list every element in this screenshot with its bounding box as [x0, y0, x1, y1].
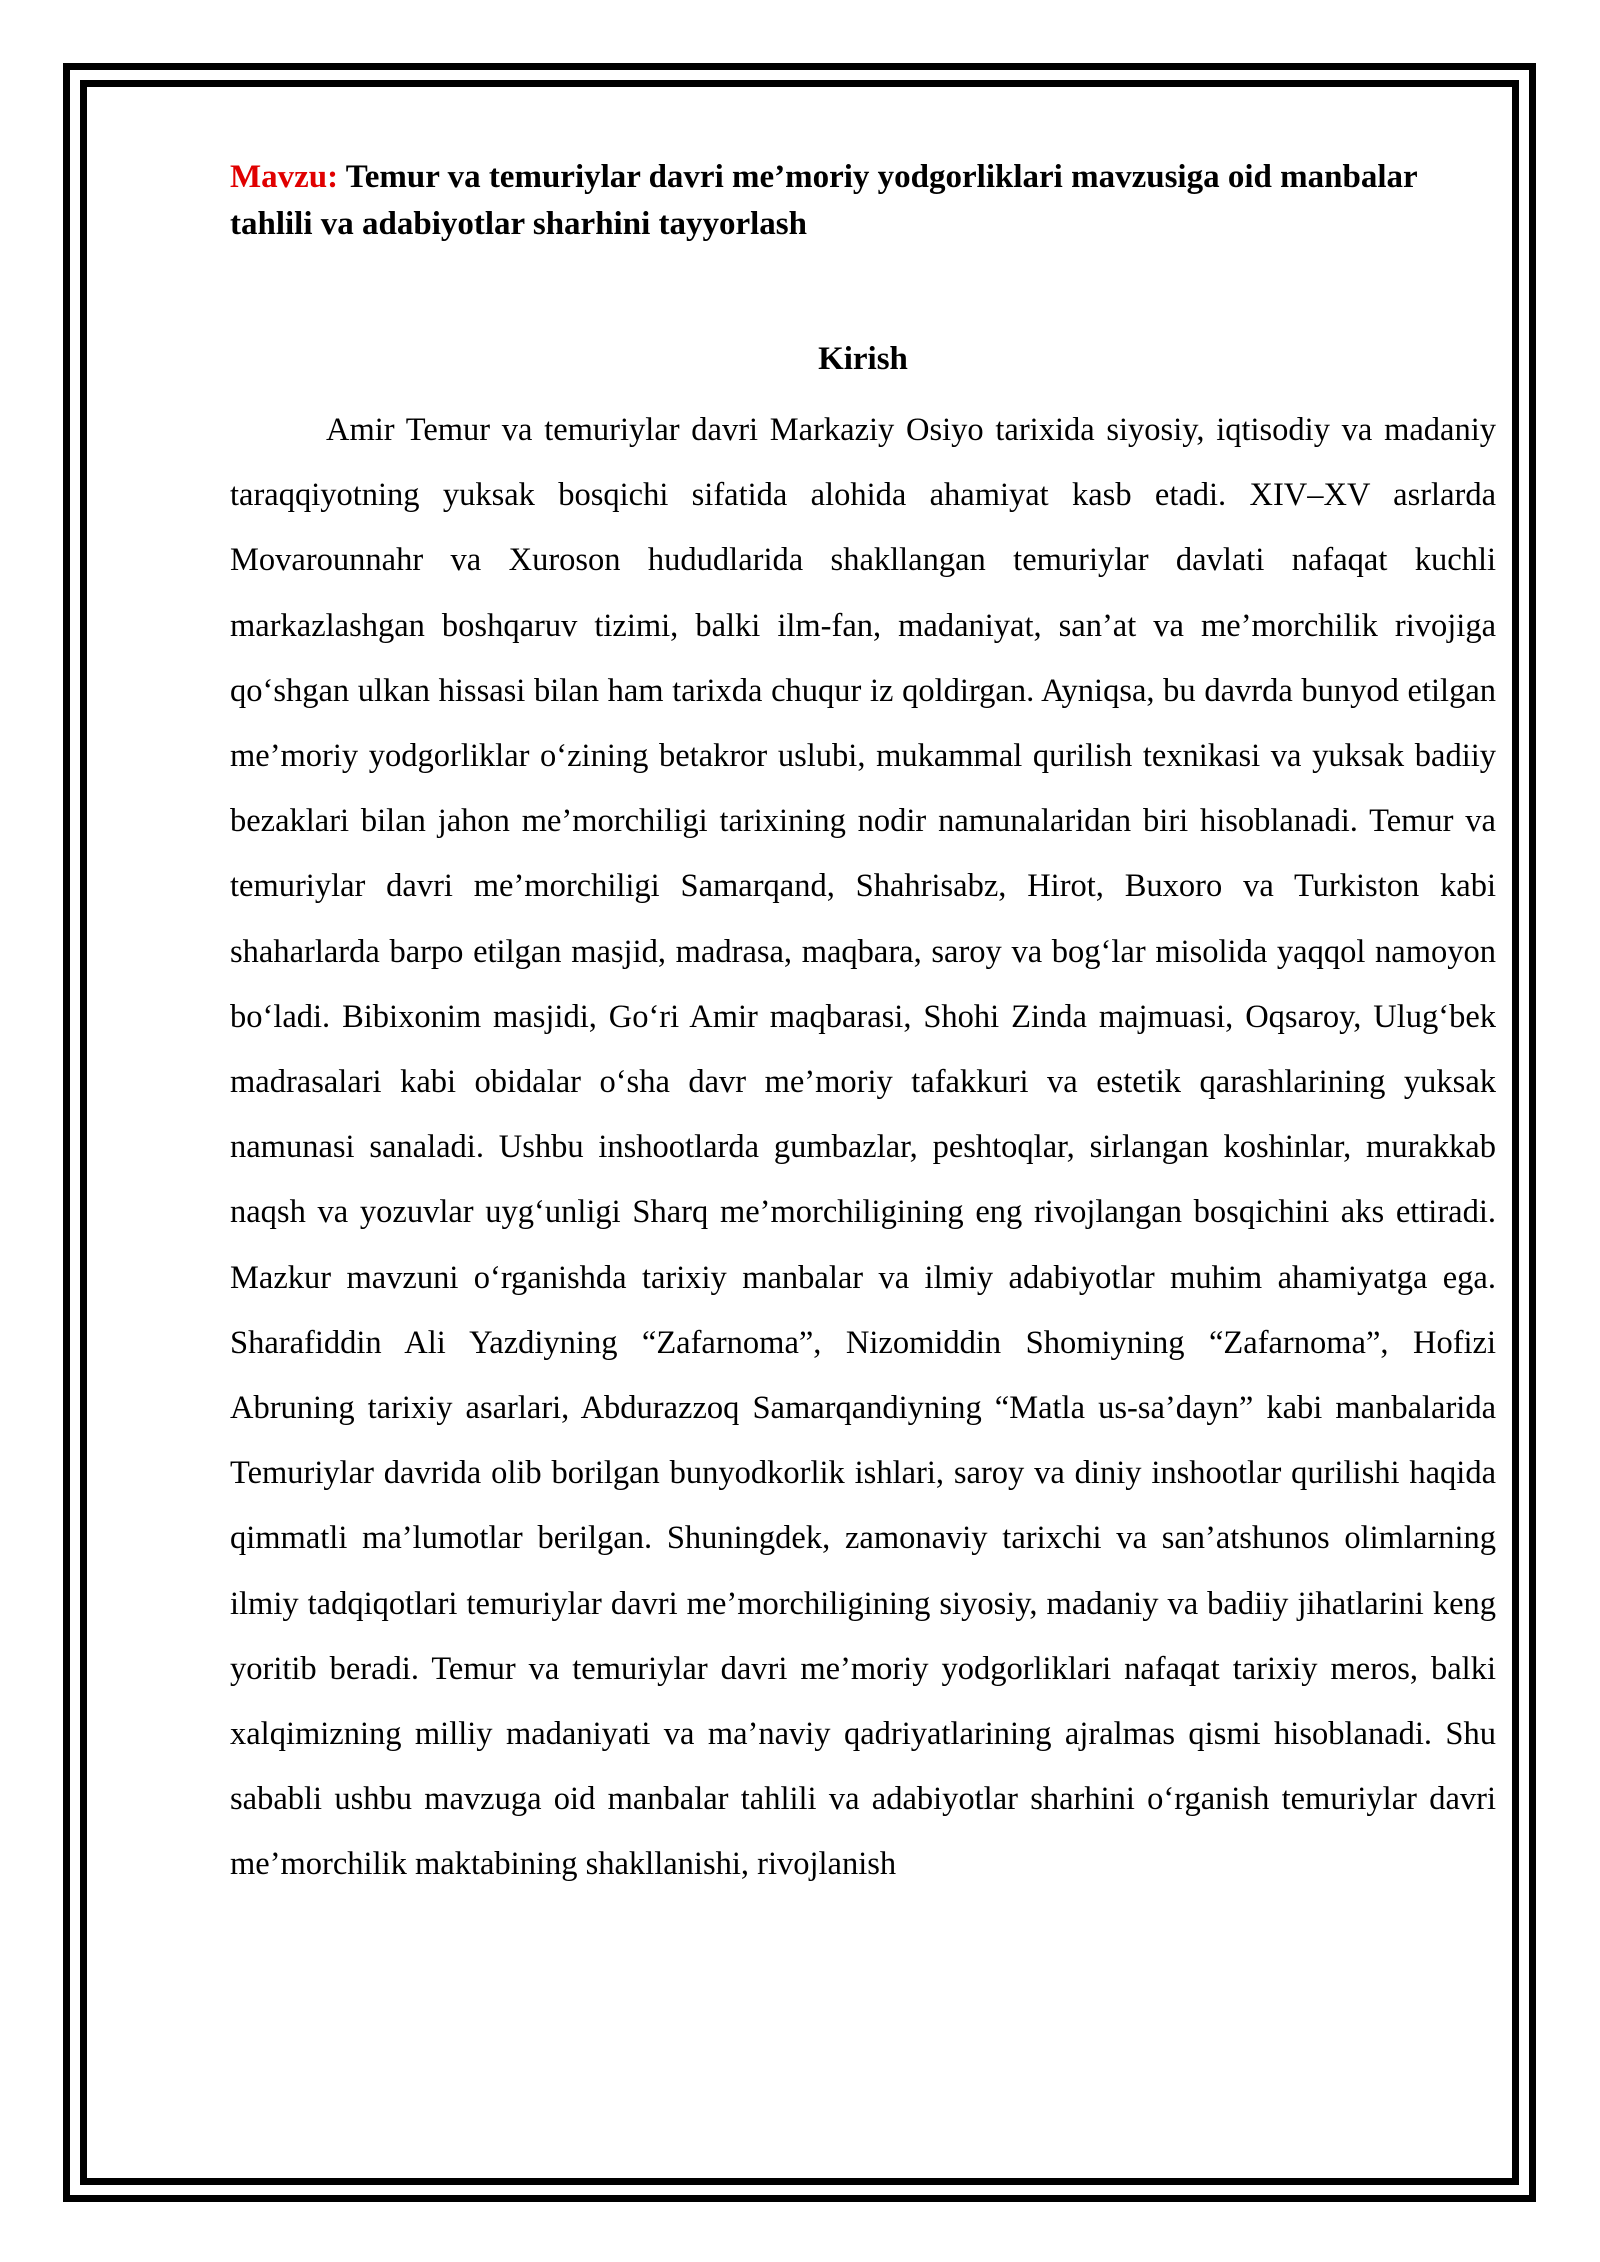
title-text: Temur va temuriylar davri me’moriy yodgorliklari mavzusiga oid manbalar tahlili va adabiyotlar sharhini tayyorlash	[230, 159, 1418, 242]
document-title	[230, 150, 1496, 248]
document-content	[230, 150, 1496, 1883]
title-label: Mavzu:	[230, 159, 339, 195]
section-heading: Kirish	[818, 341, 908, 377]
body-paragraph: Amir Temur va temuriylar davri Markaziy Osiyo tarixida siyosiy, iqtisodiy va madaniy taraqqiyotning yuksak bosqichi sifatida alohida ahamiyat kasb etadi. XIV–XV asrlarda Movarounnahr va Xuroson hududlarida shakllangan temuriylar davlati nafaqat kuchli markazlashgan boshqaruv tizimi, balki ilm-fan, madaniyat, san’at va me’morchilik rivojiga qo‘shgan ulkan hissasi bilan ham tarixda chuqur iz qoldirgan. Ayniqsa, bu davrda bunyod etilgan me’moriy yodgorliklar o‘zining betakror uslubi, mukammal qurilish texnikasi va yuksak badiiy bezaklari bilan jahon me’morchiligi tarixining nodir namunalaridan biri hisoblanadi. Temur va temuriylar davri me’morchiligi Samarqand, Shahrisabz, Hirot, Buxoro va Turkiston kabi shaharlarda barpo etilgan masjid, madrasa, maqbara, saroy va bog‘lar misolida yaqqol namoyon bo‘ladi. Bibixonim masjidi, Go‘ri Amir maqbarasi, Shohi Zinda majmuasi, Oqsaroy, Ulug‘bek madrasalari kabi obidalar o‘sha davr me’moriy tafakkuri va estetik qarashlarining yuksak namunasi sanaladi. Ushbu inshootlarda gumbazlar, peshtoqlar, sirlangan koshinlar, murakkab naqsh va yozuvlar uyg‘unligi Sharq me’morchiligining eng rivojlangan bosqichini aks ettiradi. Mazkur mavzuni o‘rganishda tarixiy manbalar va ilmiy adabiyotlar muhim ahamiyatga ega. Sharafiddin Ali Yazdiyning “Zafarnoma”, Nizomiddin Shomiyning “Zafarnoma”, Hofizi Abruning tarixiy asarlari, Abdurazzoq Samarqandiyning “Matla us-sa’dayn” kabi manbalarida Temuriylar davrida olib borilgan bunyodkorlik ishlari, saroy va diniy inshootlar qurilishi haqida qimmatli ma’lumotlar berilgan. Shuningdek, zamonaviy tarixchi va san’atshunos olimlarning ilmiy tadqiqotlari temuriylar davri me’morchiligining siyosiy, madaniy va badiiy jihatlarini keng yoritib beradi. Temur va temuriylar davri me’moriy yodgorliklari nafaqat tarixiy meros, balki xalqimizning milliy madaniyati va ma’naviy qadriyatlarining ajralmas qismi hisoblanadi. Shu sababli ushbu mavzuga oid manbalar tahlili va adabiyotlar sharhini o‘rganish temuriylar davri me’morchilik maktabining shakllanishi, rivojlanish	[230, 412, 1496, 1883]
